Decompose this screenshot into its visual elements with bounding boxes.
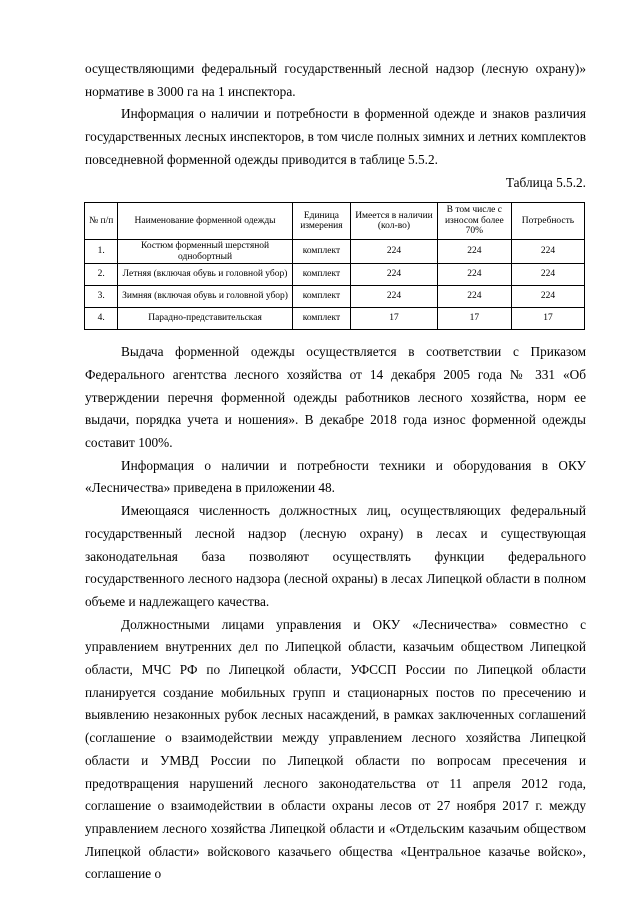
table-row — [85, 286, 585, 308]
table-cell: Зимняя (включая обувь и головной убор) — [118, 286, 292, 308]
table-row — [85, 308, 585, 330]
paragraph: Выдача форменной одежды осуществляется в соответствии с Приказом Федерального агентства лесного хозяйства от 14 декабря 2005 года № 331 «Об утверждении перечня форменной одежды работников лесного хозяйства, норм ее выдачи, порядка учета и ношения». В декабре 2018 года износ форменной одежды составит 100%. — [85, 344, 586, 451]
table-cell: 224 — [511, 240, 584, 264]
paragraph: Должностными лицами управления и ОКУ «Лесничества» совместно с управлением внутренних дел по Липецкой области, казачьим обществом Липецкой области, МЧС РФ по Липецкой области, УФССП России по Липецкой области планируется создание мобильных групп и стационарных постов по пресечению и выявлению незаконных рубок лесных насаждений, в рамках заключенных соглашений (соглашение о взаимодействии между управлением лесного хозяйства Липецкой области и УМВД России по Липецкой области по вопросам пресечения и предотвращения нарушений лесного законодательства от 11 апреля 2012 года, соглашение о взаимодействии в области охраны лесов от 27 ноября 2017 г. между управлением лесного хозяйства Липецкой области и «Отдельским казачьим обществом Липецкой области» войскового казачьего общества «Центральное казачье войско», соглашение о — [85, 616, 586, 882]
table-row — [85, 240, 585, 264]
header-cell: Потребность — [511, 203, 584, 240]
table-cell: 224 — [511, 286, 584, 308]
table-caption: Таблица 5.5.2. — [505, 174, 586, 190]
table-header-row — [85, 203, 585, 240]
header-cell: Наименование форменной одежды — [118, 203, 292, 240]
table-cell: 2. — [85, 264, 118, 286]
uniform-table — [84, 202, 585, 330]
table-cell: 224 — [351, 264, 438, 286]
table-cell: Парадно-представительская — [118, 308, 292, 330]
table-cell: 224 — [351, 286, 438, 308]
table-cell: 17 — [437, 308, 511, 330]
table-row — [85, 264, 585, 286]
table-cell: 224 — [351, 240, 438, 264]
table-cell: 224 — [437, 240, 511, 264]
paragraph: Информация о наличии и потребности в форменной одежде и знаков различия государственных лесных инспекторов, в том числе полных зимних и летних комплектов повседневной форменной одежды приводится в таблице 5.5.2. — [85, 106, 586, 167]
table-cell: 3. — [85, 286, 118, 308]
table-cell: 224 — [511, 264, 584, 286]
table-cell: Летняя (включая обувь и головной убор) — [118, 264, 292, 286]
table-cell: 17 — [511, 308, 584, 330]
paragraph: Имеющаяся численность должностных лиц, осуществляющих федеральный государственный лесной надзор (лесную охрану) в лесах и существующая законодательная база позволяют осуществлять функции федерального государственного лесного надзора (лесной охраны) в лесах Липецкой области в полном объеме и надлежащего качества. — [85, 503, 586, 609]
header-cell: В том числе с износом более 70% — [437, 203, 511, 240]
table-cell: комплект — [292, 286, 350, 308]
text-block-bottom — [85, 341, 586, 886]
table-cell: 224 — [437, 286, 511, 308]
paragraph: Информация о наличии и потребности техники и оборудования в ОКУ «Лесничества» приведена в приложении 48. — [85, 457, 586, 496]
table-cell: 4. — [85, 308, 118, 330]
paragraph: осуществляющими федеральный государственный лесной надзор (лесную охрану)» нормативе в 3000 га на 1 инспектора. — [85, 61, 586, 99]
header-cell: Единица измерения — [292, 203, 350, 240]
table-cell: Костюм форменный шерстяной однобортный — [118, 240, 292, 264]
table-cell: комплект — [292, 264, 350, 286]
table-cell: 17 — [351, 308, 438, 330]
table-cell: 224 — [437, 264, 511, 286]
text-block-top — [85, 58, 586, 172]
table-cell: комплект — [292, 240, 350, 264]
header-cell: Имеется в наличии (кол-во) — [351, 203, 438, 240]
table-cell: 1. — [85, 240, 118, 264]
table-cell: комплект — [292, 308, 350, 330]
header-cell: № п/п — [85, 203, 118, 240]
document-page — [85, 58, 586, 886]
